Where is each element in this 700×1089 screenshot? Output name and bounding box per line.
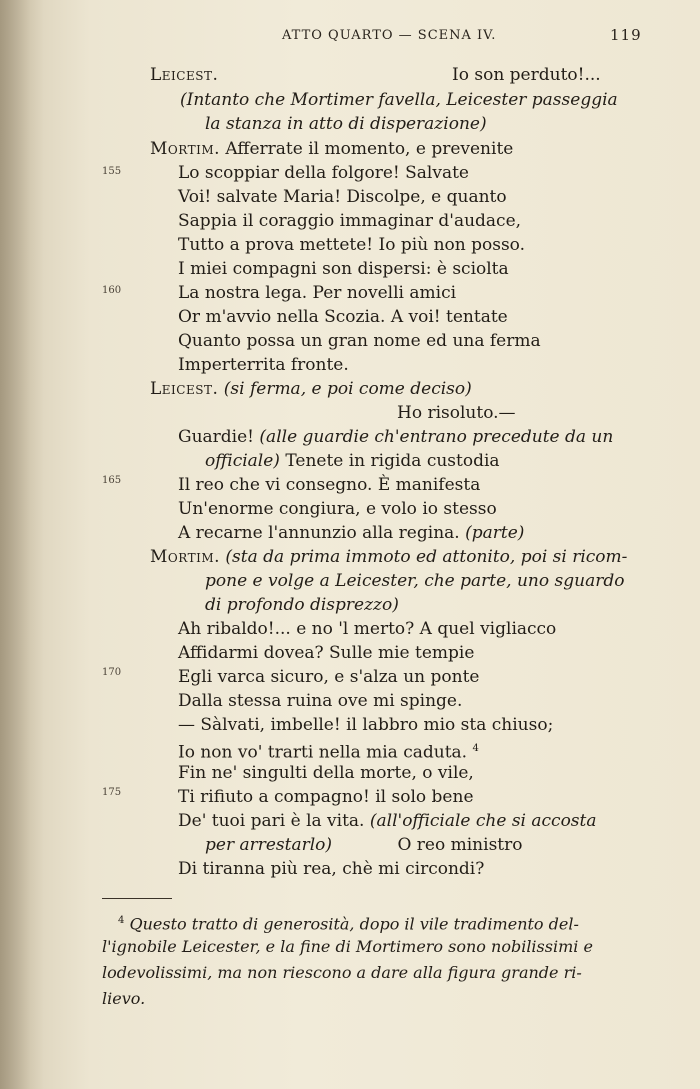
speaker-name: Leicest.: [150, 379, 219, 399]
footnote-mark: 4: [118, 915, 125, 926]
footnote-line: $^4$ Questo tratto di generosità, dopo il vile tradimento del-: [118, 914, 579, 934]
verse-line: — Sàlvati, imbelle! il labbro mio sta chiuso;: [178, 715, 554, 735]
stage-direction: di profondo disprezzo): [205, 595, 399, 615]
verse-line: Sappia il coraggio immaginar d'audace,: [178, 211, 522, 231]
verse-line: [150, 64, 218, 86]
speaker-name: Mortim.: [150, 547, 221, 567]
stage-direction: la stanza in atto di disperazione): [205, 114, 487, 134]
stage-direction: (alle guardie ch'entrano precedute da un: [259, 427, 614, 447]
stage-direction: (parte): [465, 523, 525, 543]
verse-line: per arrestarlo) O reo ministro: [205, 835, 523, 855]
verse-line: Io non vo' trarti nella mia caduta. $^4$: [178, 742, 479, 763]
line-number: 160: [102, 285, 122, 296]
verse-line: Di tiranna più rea, chè mi circondi?: [178, 859, 485, 879]
stage-direction: officiale): [205, 451, 280, 471]
verse-line: Il reo che vi consegno. È manifesta: [178, 475, 481, 495]
line-number: 155: [102, 166, 122, 177]
verse-line: [150, 378, 472, 400]
verse-line: Egli varca sicuro, e s'alza un ponte: [178, 667, 480, 687]
verse-line: Or m'avvio nella Scozia. A voi! tentate: [178, 307, 508, 327]
verse-line: Imperterrita fronte.: [178, 355, 349, 375]
footnote-line: l'ignobile Leicester, e la fine di Mortimero sono nobilissimi e: [102, 937, 593, 956]
verse-line: La nostra lega. Per novelli amici: [178, 283, 457, 303]
page-gutter-shadow: [0, 0, 44, 1089]
stage-direction: (sta da prima immoto ed attonito, poi si ricom-: [225, 547, 628, 567]
page-number: 119: [610, 26, 642, 44]
stage-direction: (all'officiale che si accosta: [369, 811, 597, 831]
footnote-line: lievo.: [102, 989, 146, 1008]
line-number: 165: [102, 475, 122, 486]
verse-line: Guardie! (alle guardie ch'entrano precedute da un: [178, 427, 614, 447]
verse-line: Voi! salvate Maria! Discolpe, e quanto: [178, 187, 507, 207]
footnote-reference[interactable]: 4: [472, 743, 479, 754]
verse-line: A recarne l'annunzio alla regina. (parte): [178, 523, 525, 543]
verse-line: Tutto a prova mettete! Io più non posso.: [178, 235, 526, 255]
verse-line: Fin ne' singulti della morte, o vile,: [178, 763, 474, 783]
verse-line: Dalla stessa ruina ove mi spinge.: [178, 691, 463, 711]
footnote-divider: [102, 898, 172, 899]
running-header: [0, 28, 700, 48]
verse-line: I miei compagni son dispersi: è sciolta: [178, 259, 509, 279]
verse-line: Ti rifiuto a compagno! il solo bene: [178, 787, 474, 807]
verse-line: De' tuoi pari è la vita. (all'officiale che si accosta: [178, 811, 597, 831]
verse-line: officiale) Tenete in rigida custodia: [205, 451, 500, 471]
header-title: ATTO QUARTO — SCENA IV.: [282, 28, 497, 43]
verse-line: Un'enorme congiura, e volo io stesso: [178, 499, 497, 519]
footnote-line: lodevolissimi, ma non riescono a dare alla figura grande ri-: [102, 963, 582, 982]
stage-direction: (si ferma, e poi come deciso): [223, 379, 472, 399]
verse-line: Affidarmi dovea? Sulle mie tempie: [178, 643, 475, 663]
stage-direction: (Intanto che Mortimer favella, Leicester passeggia: [180, 90, 618, 110]
verse-line: Ah ribaldo!... e no 'l merto? A quel vigliacco: [178, 619, 557, 639]
line-number: 170: [102, 667, 122, 678]
verse-line: Quanto possa un gran nome ed una ferma: [178, 331, 541, 351]
verse-line: Mortim. Afferrate il momento, e prevenite: [150, 139, 514, 159]
line-number: 175: [102, 787, 122, 798]
stage-direction: pone e volge a Leicester, che parte, uno sguardo: [205, 571, 625, 591]
verse-line: [150, 546, 627, 568]
verse-line: Lo scoppiar della folgore! Salvate: [178, 163, 469, 183]
stage-direction: per arrestarlo): [205, 835, 333, 855]
verse-line: Ho risoluto.—: [397, 403, 516, 423]
verse-line: Io son perduto!...: [452, 65, 601, 85]
speaker-name: Mortim.: [150, 139, 221, 159]
speaker-name: Leicest.: [150, 65, 219, 85]
